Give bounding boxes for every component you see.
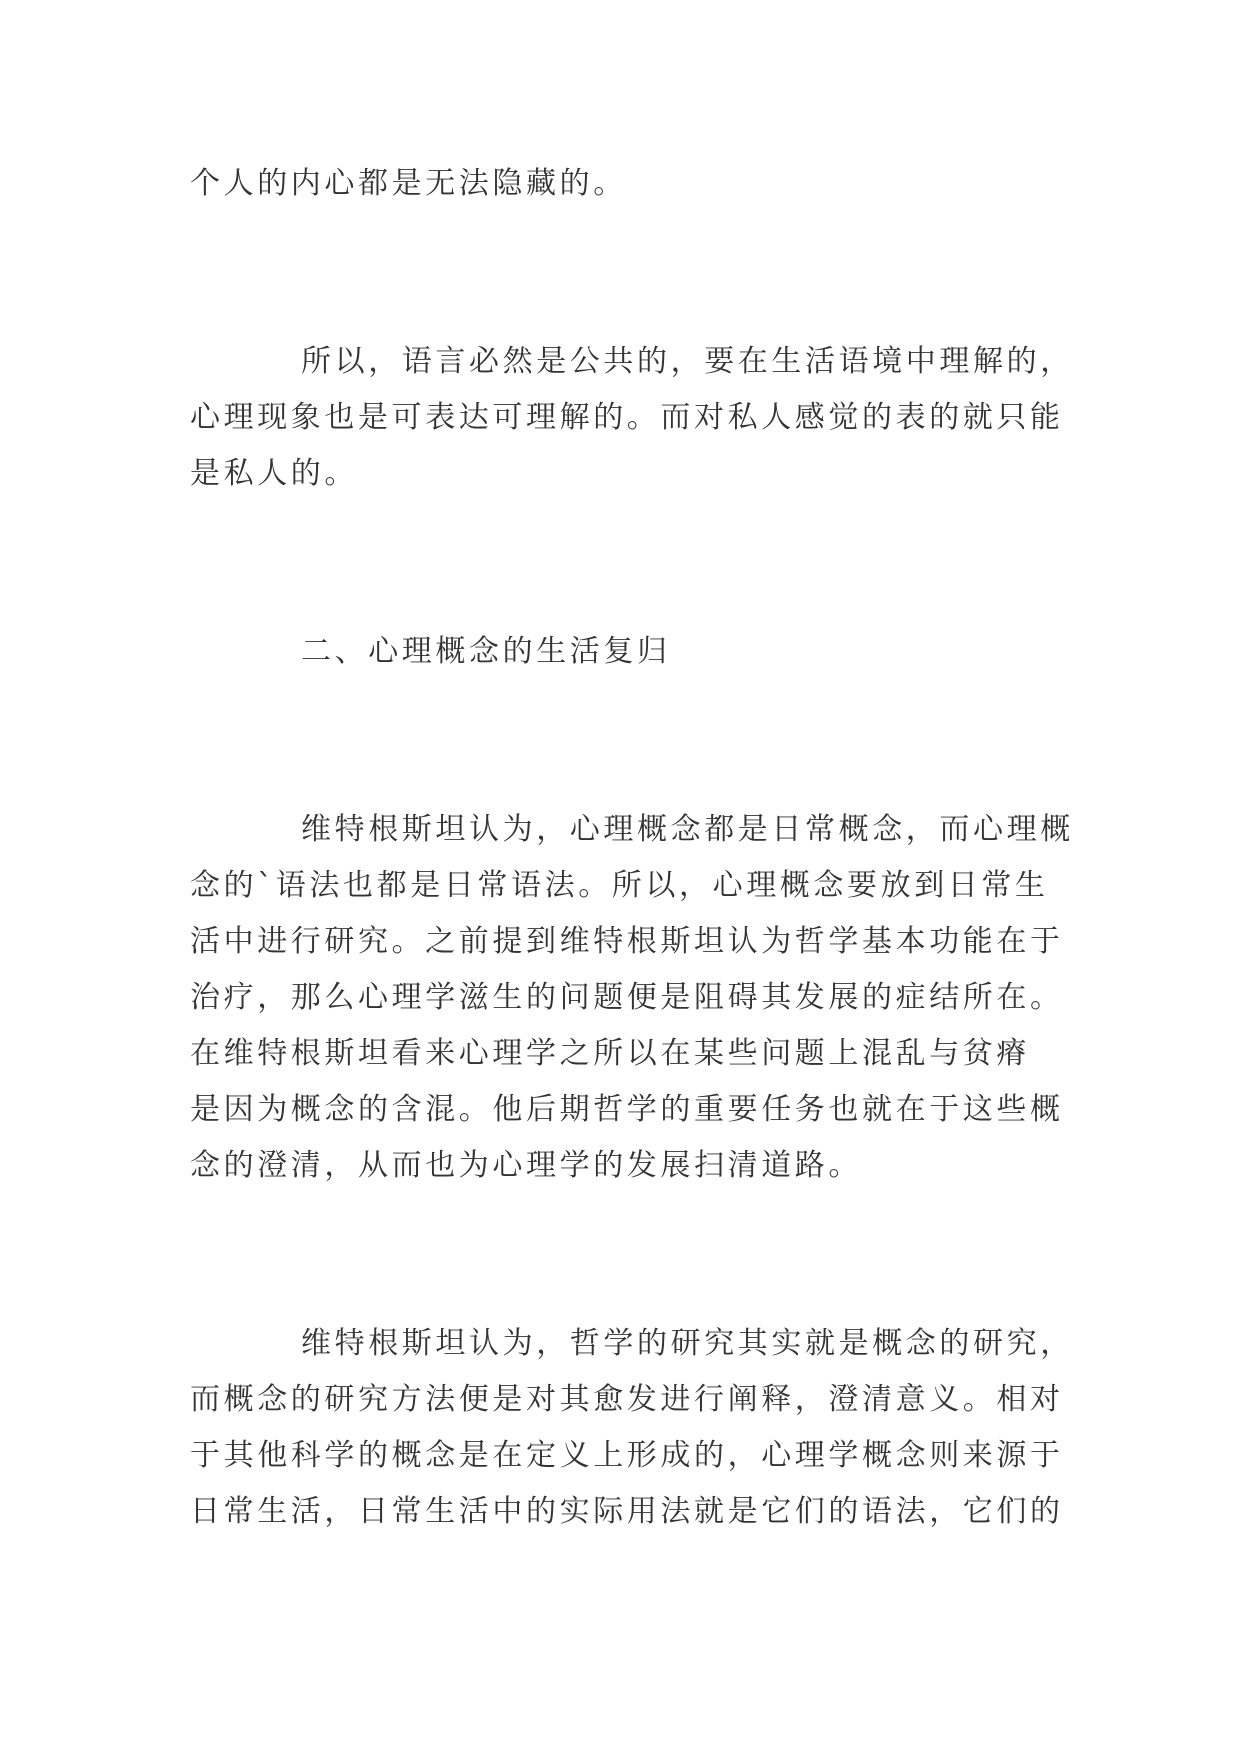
paragraph-line: 心理现象也是可表达可理解的。而对私人感觉的表的就只能: [190, 400, 1064, 435]
section-heading: 二、心理概念的生活复归: [301, 634, 671, 669]
paragraph-line: 维特根斯坦认为，哲学的研究其实就是概念的研究，: [301, 1326, 1074, 1361]
paragraph-line: 个人的内心都是无法隐藏的。: [190, 166, 627, 201]
paragraph-line: 是私人的。: [190, 456, 358, 491]
paragraph-line: 是因为概念的含混。他后期哲学的重要任务也就在于这些概: [190, 1092, 1064, 1127]
paragraph-line: 在维特根斯坦看来心理学之所以在某些问题上混乱与贫瘠: [190, 1036, 1030, 1071]
paragraph-line: 日常生活，日常生活中的实际用法就是它们的语法，它们的: [190, 1494, 1064, 1529]
paragraph-line: 念的澄清，从而也为心理学的发展扫清道路。: [190, 1148, 862, 1183]
paragraph-line: 念的`语法也都是日常语法。所以，心理概念要放到日常生: [190, 868, 1049, 903]
paragraph-line: 所以，语言必然是公共的，要在生活语境中理解的，: [301, 344, 1074, 379]
paragraph-line: 维特根斯坦认为，心理概念都是日常概念，而心理概: [301, 812, 1074, 847]
paragraph-line: 而概念的研究方法便是对其愈发进行阐释，澄清意义。相对: [190, 1382, 1064, 1417]
paragraph-line: 活中进行研究。之前提到维特根斯坦认为哲学基本功能在于: [190, 924, 1064, 959]
paragraph-line: 于其他科学的概念是在定义上形成的，心理学概念则来源于: [190, 1438, 1064, 1473]
paragraph-line: 治疗，那么心理学滋生的问题便是阻碍其发展的症结所在。: [190, 980, 1064, 1015]
